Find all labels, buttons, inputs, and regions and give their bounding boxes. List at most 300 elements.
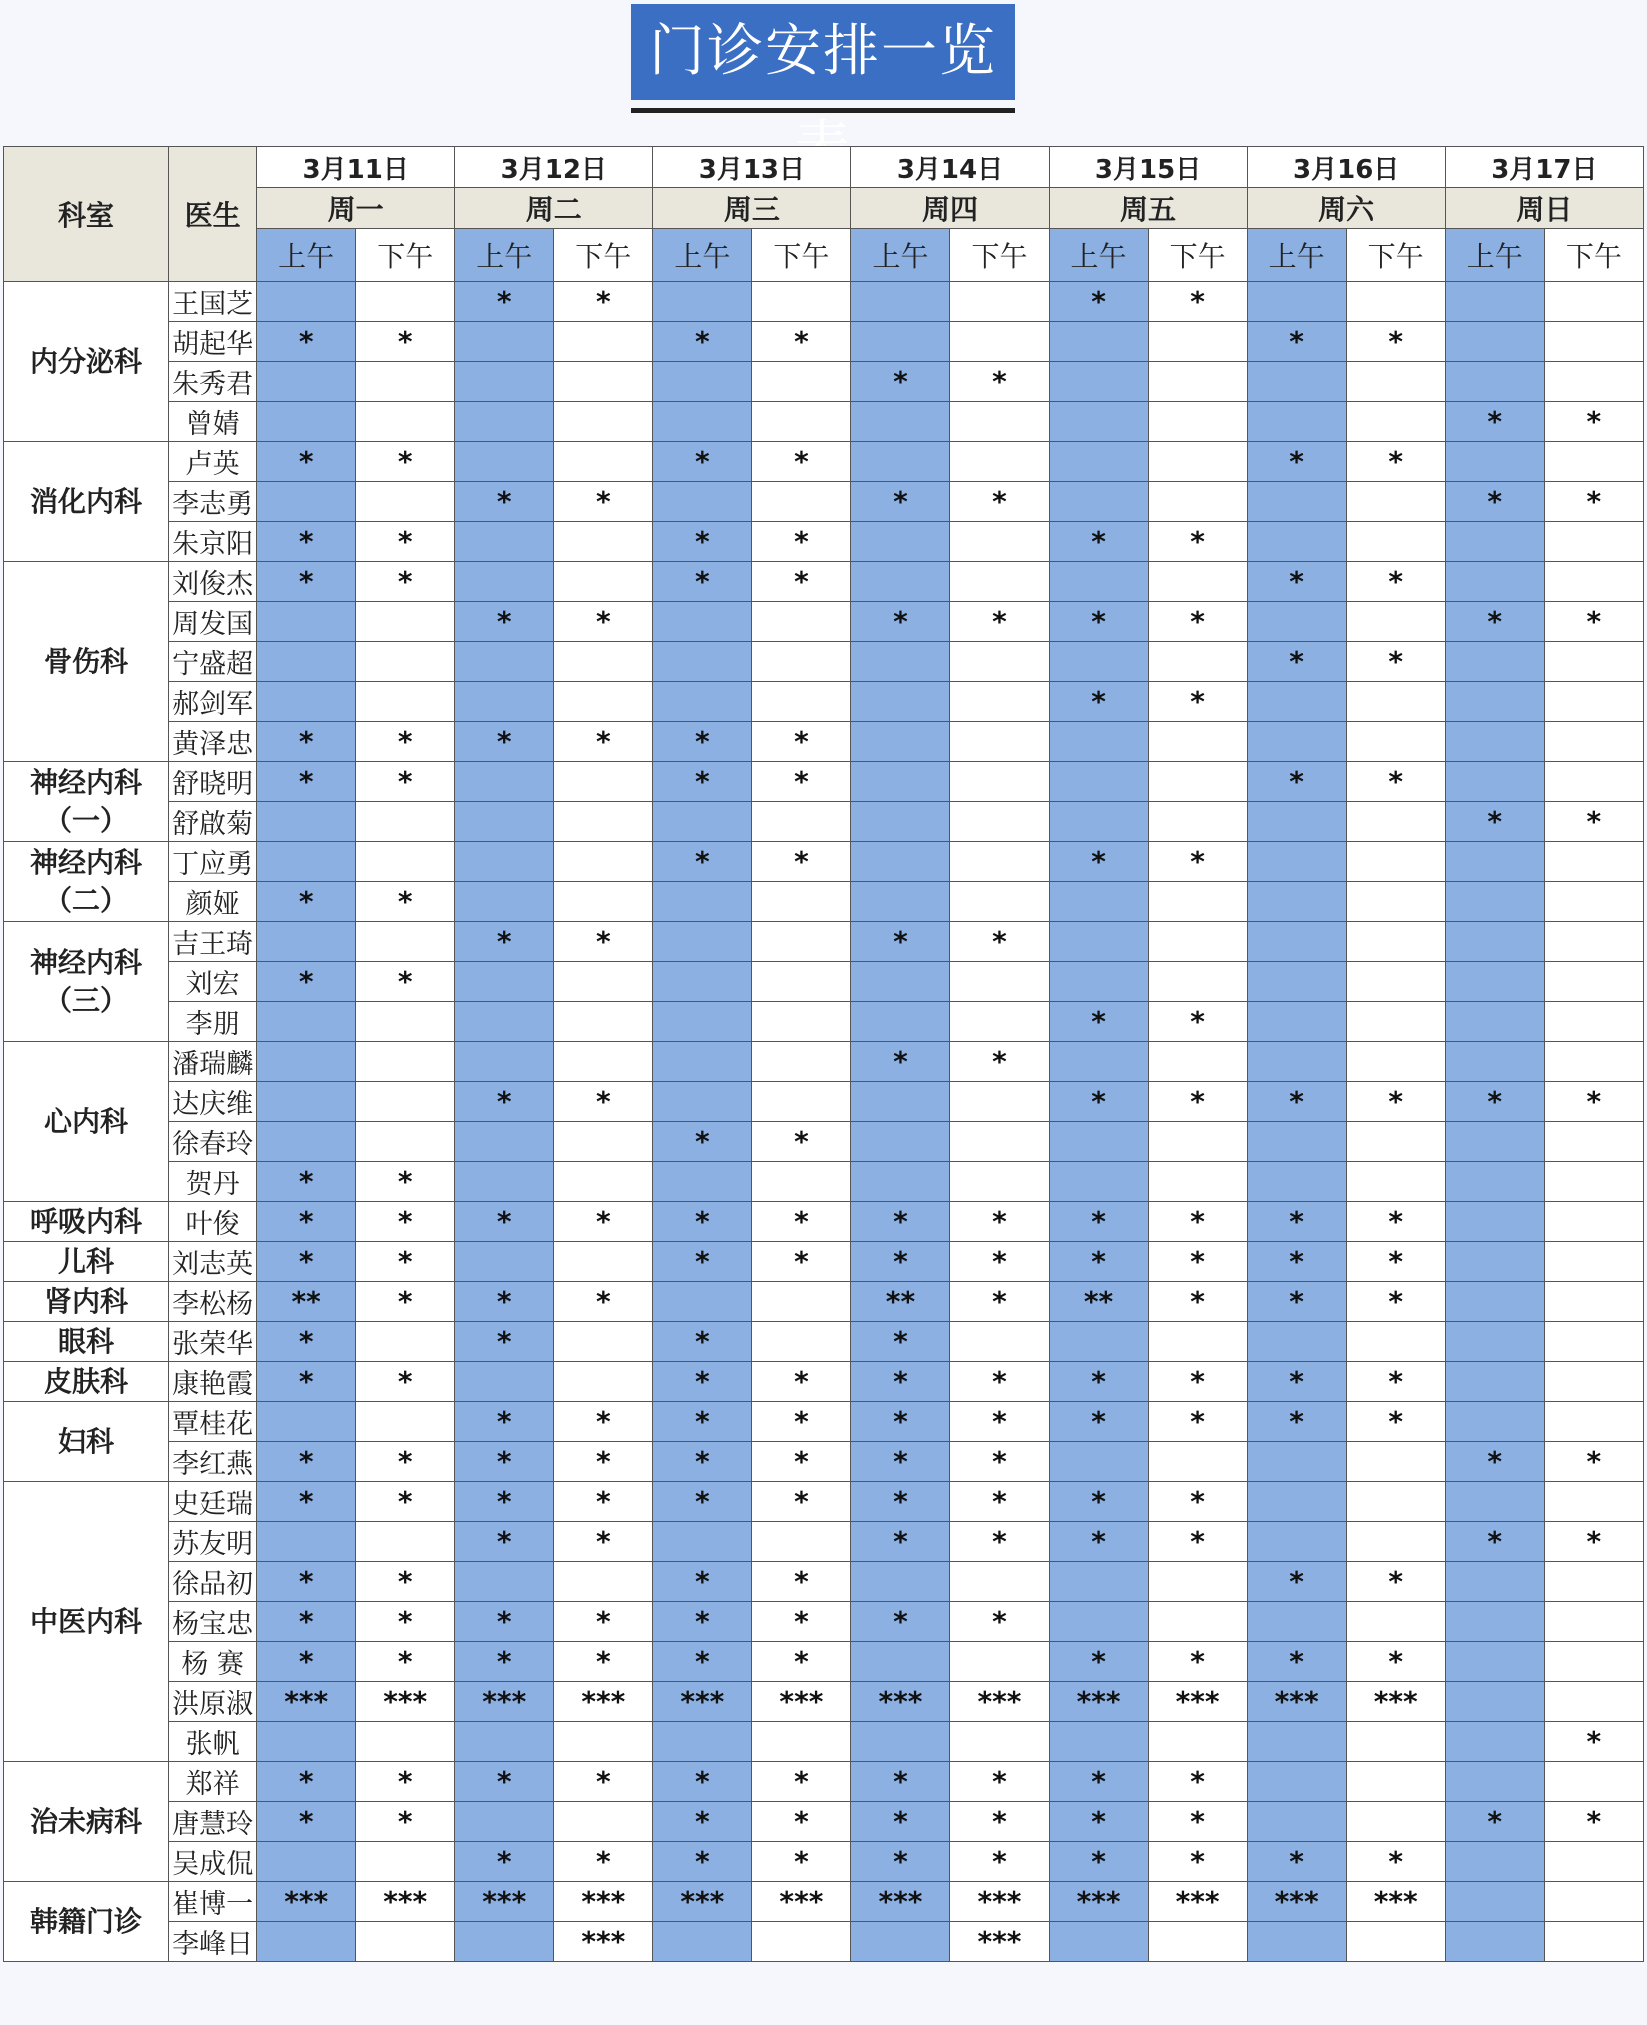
schedule-cell: * xyxy=(1346,1842,1445,1882)
schedule-cell xyxy=(356,362,455,402)
schedule-cell xyxy=(257,482,356,522)
schedule-cell: * xyxy=(1148,1002,1247,1042)
doctor-name: 宁盛超 xyxy=(169,642,257,682)
schedule-cell xyxy=(752,1082,851,1122)
doctor-name: 王国芝 xyxy=(169,282,257,322)
schedule-cell: * xyxy=(1445,1442,1544,1482)
schedule-cell xyxy=(653,802,752,842)
schedule-cell xyxy=(257,642,356,682)
schedule-cell: *** xyxy=(1247,1682,1346,1722)
schedule-cell xyxy=(950,1642,1049,1682)
schedule-cell: *** xyxy=(356,1682,455,1722)
schedule-cell xyxy=(1544,1242,1643,1282)
weekday-header: 周二 xyxy=(455,188,653,229)
schedule-cell: * xyxy=(554,1442,653,1482)
schedule-cell xyxy=(1049,1922,1148,1962)
schedule-cell: * xyxy=(356,1602,455,1642)
schedule-cell: * xyxy=(554,1402,653,1442)
table-row xyxy=(4,1002,1644,1042)
table-row xyxy=(4,1882,1644,1922)
schedule-cell xyxy=(1148,1562,1247,1602)
schedule-cell xyxy=(1346,282,1445,322)
schedule-cell: * xyxy=(257,1762,356,1802)
doctor-name: 李朋 xyxy=(169,1002,257,1042)
schedule-cell: * xyxy=(356,1282,455,1322)
schedule-cell xyxy=(1544,1842,1643,1882)
schedule-cell: * xyxy=(1544,402,1643,442)
schedule-cell: * xyxy=(257,322,356,362)
schedule-cell xyxy=(950,1082,1049,1122)
schedule-cell xyxy=(1346,722,1445,762)
schedule-cell xyxy=(455,1562,554,1602)
schedule-cell: * xyxy=(653,522,752,562)
schedule-cell xyxy=(1544,882,1643,922)
schedule-cell xyxy=(554,882,653,922)
schedule-cell: ** xyxy=(1049,1282,1148,1322)
table-row xyxy=(4,282,1644,322)
schedule-cell: * xyxy=(455,1602,554,1642)
schedule-cell xyxy=(752,962,851,1002)
schedule-cell xyxy=(950,642,1049,682)
doctor-name: 史廷瑞 xyxy=(169,1482,257,1522)
table-row xyxy=(4,1642,1644,1682)
doctor-name: 吉王琦 xyxy=(169,922,257,962)
schedule-cell: * xyxy=(455,1442,554,1482)
schedule-cell: * xyxy=(257,562,356,602)
weekday-header: 周日 xyxy=(1445,188,1643,229)
schedule-cell: * xyxy=(257,1442,356,1482)
table-row xyxy=(4,1402,1644,1442)
schedule-cell xyxy=(356,1842,455,1882)
doctor-name: 李松杨 xyxy=(169,1282,257,1322)
schedule-cell: *** xyxy=(752,1682,851,1722)
am-header: 上午 xyxy=(1049,229,1148,282)
schedule-cell xyxy=(851,882,950,922)
schedule-cell xyxy=(554,962,653,1002)
schedule-cell xyxy=(1148,1122,1247,1162)
schedule-cell xyxy=(1445,962,1544,1002)
schedule-cell xyxy=(356,282,455,322)
schedule-cell xyxy=(851,562,950,602)
schedule-cell xyxy=(1049,922,1148,962)
table-row xyxy=(4,1682,1644,1722)
schedule-cell xyxy=(554,682,653,722)
doctor-name: 苏友明 xyxy=(169,1522,257,1562)
schedule-cell xyxy=(1049,802,1148,842)
schedule-cell xyxy=(1544,1122,1643,1162)
table-row xyxy=(4,1042,1644,1082)
schedule-cell: *** xyxy=(653,1682,752,1722)
schedule-cell: * xyxy=(455,1202,554,1242)
schedule-cell: * xyxy=(356,1242,455,1282)
table-row xyxy=(4,882,1644,922)
schedule-cell: * xyxy=(851,1322,950,1362)
schedule-cell: * xyxy=(1247,1082,1346,1122)
schedule-cell: * xyxy=(356,562,455,602)
schedule-cell xyxy=(356,1922,455,1962)
schedule-cell: * xyxy=(1346,642,1445,682)
doctor-name: 潘瑞麟 xyxy=(169,1042,257,1082)
schedule-cell xyxy=(752,1042,851,1082)
schedule-cell xyxy=(1148,322,1247,362)
schedule-cell: * xyxy=(257,442,356,482)
schedule-cell xyxy=(1346,362,1445,402)
schedule-cell xyxy=(455,562,554,602)
schedule-cell xyxy=(1247,1002,1346,1042)
schedule-cell xyxy=(554,1322,653,1362)
table-row xyxy=(4,362,1644,402)
schedule-cell: * xyxy=(1247,1842,1346,1882)
table-row xyxy=(4,1202,1644,1242)
schedule-cell xyxy=(653,682,752,722)
pm-header: 下午 xyxy=(1544,229,1643,282)
schedule-cell: * xyxy=(851,1402,950,1442)
schedule-cell xyxy=(950,762,1049,802)
schedule-cell xyxy=(1346,482,1445,522)
doctor-name: 杨宝忠 xyxy=(169,1602,257,1642)
schedule-cell xyxy=(1049,1122,1148,1162)
schedule-cell xyxy=(1445,1842,1544,1882)
schedule-cell: * xyxy=(1247,1282,1346,1322)
schedule-cell xyxy=(1148,962,1247,1002)
schedule-cell: * xyxy=(356,1802,455,1842)
date-header: 3月12日 xyxy=(455,147,653,188)
schedule-cell: * xyxy=(1148,1842,1247,1882)
schedule-cell: * xyxy=(554,482,653,522)
schedule-cell xyxy=(851,442,950,482)
schedule-cell: * xyxy=(851,922,950,962)
schedule-cell: *** xyxy=(653,1882,752,1922)
schedule-cell xyxy=(1544,1482,1643,1522)
doctor-name: 刘俊杰 xyxy=(169,562,257,602)
schedule-cell: * xyxy=(1544,602,1643,642)
schedule-cell: * xyxy=(950,362,1049,402)
table-row xyxy=(4,1562,1644,1602)
schedule-cell xyxy=(1247,482,1346,522)
schedule-cell xyxy=(1544,1402,1643,1442)
schedule-cell: * xyxy=(1148,1362,1247,1402)
schedule-cell xyxy=(356,1122,455,1162)
schedule-cell xyxy=(554,802,653,842)
schedule-cell xyxy=(554,1722,653,1762)
schedule-cell xyxy=(1247,842,1346,882)
doctor-name: 李志勇 xyxy=(169,482,257,522)
table-row xyxy=(4,1842,1644,1882)
schedule-cell xyxy=(1445,442,1544,482)
schedule-cell: * xyxy=(752,1362,851,1402)
schedule-cell xyxy=(1148,1162,1247,1202)
schedule-cell xyxy=(1445,1682,1544,1722)
schedule-cell: * xyxy=(554,1602,653,1642)
schedule-cell xyxy=(257,802,356,842)
schedule-cell: * xyxy=(1247,1642,1346,1682)
table-row xyxy=(4,482,1644,522)
schedule-cell: * xyxy=(1049,282,1148,322)
schedule-cell xyxy=(356,1522,455,1562)
schedule-cell xyxy=(1346,1482,1445,1522)
table-row xyxy=(4,442,1644,482)
schedule-cell xyxy=(1049,1322,1148,1362)
schedule-cell: * xyxy=(752,842,851,882)
schedule-cell xyxy=(1049,642,1148,682)
schedule-cell: * xyxy=(455,1482,554,1522)
schedule-cell xyxy=(1445,1882,1544,1922)
schedule-cell xyxy=(1544,1642,1643,1682)
schedule-cell: * xyxy=(950,1762,1049,1802)
table-row xyxy=(4,1242,1644,1282)
schedule-cell xyxy=(1445,1282,1544,1322)
schedule-cell xyxy=(257,922,356,962)
schedule-cell xyxy=(1445,1762,1544,1802)
schedule-cell: * xyxy=(1148,1762,1247,1802)
schedule-cell xyxy=(1247,802,1346,842)
schedule-cell: * xyxy=(851,1602,950,1642)
schedule-cell xyxy=(1247,1602,1346,1642)
schedule-cell xyxy=(851,1002,950,1042)
schedule-cell: * xyxy=(653,442,752,482)
schedule-cell xyxy=(1346,1722,1445,1762)
doctor-name: 张帆 xyxy=(169,1722,257,1762)
schedule-cell xyxy=(455,522,554,562)
schedule-cell: * xyxy=(752,1562,851,1602)
schedule-cell: * xyxy=(455,1762,554,1802)
schedule-cell: * xyxy=(1049,1522,1148,1562)
schedule-cell: * xyxy=(1049,1642,1148,1682)
schedule-cell xyxy=(554,1242,653,1282)
schedule-cell xyxy=(1049,1722,1148,1762)
schedule-cell xyxy=(1049,722,1148,762)
schedule-cell xyxy=(1148,1042,1247,1082)
schedule-cell: * xyxy=(752,762,851,802)
schedule-cell xyxy=(1346,1602,1445,1642)
doctor-name: 曾婧 xyxy=(169,402,257,442)
schedule-cell: * xyxy=(257,962,356,1002)
schedule-cell: * xyxy=(752,1202,851,1242)
schedule-cell xyxy=(1544,682,1643,722)
department-cell: 中医内科 xyxy=(4,1482,169,1762)
schedule-cell xyxy=(455,362,554,402)
schedule-cell: * xyxy=(554,282,653,322)
schedule-cell xyxy=(455,1002,554,1042)
schedule-cell xyxy=(851,322,950,362)
schedule-cell xyxy=(752,682,851,722)
schedule-cell: * xyxy=(356,522,455,562)
schedule-cell xyxy=(1148,402,1247,442)
schedule-cell: * xyxy=(1049,1402,1148,1442)
schedule-cell xyxy=(554,1162,653,1202)
doctor-name: 胡起华 xyxy=(169,322,257,362)
schedule-cell xyxy=(1445,762,1544,802)
schedule-cell: * xyxy=(653,722,752,762)
schedule-cell xyxy=(1148,442,1247,482)
schedule-cell xyxy=(1544,1002,1643,1042)
schedule-cell xyxy=(1445,842,1544,882)
schedule-cell: * xyxy=(950,1442,1049,1482)
schedule-cell: * xyxy=(455,1522,554,1562)
schedule-cell xyxy=(1346,1802,1445,1842)
schedule-cell xyxy=(1346,682,1445,722)
doctor-name: 李红燕 xyxy=(169,1442,257,1482)
am-header: 上午 xyxy=(1445,229,1544,282)
schedule-cell xyxy=(1049,402,1148,442)
pm-header: 下午 xyxy=(356,229,455,282)
schedule-cell xyxy=(455,1922,554,1962)
schedule-cell: *** xyxy=(455,1882,554,1922)
schedule-cell xyxy=(1544,922,1643,962)
schedule-cell: * xyxy=(1148,1522,1247,1562)
department-cell: 骨伤科 xyxy=(4,562,169,762)
schedule-cell xyxy=(257,1402,356,1442)
weekday-header: 周四 xyxy=(851,188,1049,229)
schedule-cell: * xyxy=(1544,1522,1643,1562)
schedule-cell xyxy=(653,1162,752,1202)
schedule-cell xyxy=(1544,1162,1643,1202)
schedule-cell: * xyxy=(752,562,851,602)
doctor-name: 朱京阳 xyxy=(169,522,257,562)
schedule-cell: * xyxy=(950,1202,1049,1242)
schedule-cell xyxy=(950,1322,1049,1362)
schedule-cell: * xyxy=(1049,1242,1148,1282)
schedule-cell: * xyxy=(1148,602,1247,642)
schedule-cell: * xyxy=(653,1402,752,1442)
schedule-cell xyxy=(1346,1522,1445,1562)
schedule-cell xyxy=(554,762,653,802)
schedule-cell xyxy=(653,402,752,442)
schedule-cell: * xyxy=(851,1202,950,1242)
schedule-cell xyxy=(1544,1882,1643,1922)
table-row xyxy=(4,1282,1644,1322)
schedule-cell xyxy=(554,522,653,562)
schedule-cell xyxy=(1049,362,1148,402)
schedule-cell xyxy=(554,1362,653,1402)
doctor-name: 杨 赛 xyxy=(169,1642,257,1682)
doctor-name: 丁应勇 xyxy=(169,842,257,882)
schedule-cell xyxy=(257,362,356,402)
doctor-name: 徐品初 xyxy=(169,1562,257,1602)
schedule-cell xyxy=(752,1722,851,1762)
am-header: 上午 xyxy=(851,229,950,282)
schedule-cell: * xyxy=(851,1522,950,1562)
schedule-cell: * xyxy=(554,1642,653,1682)
schedule-cell xyxy=(1148,1442,1247,1482)
schedule-cell: * xyxy=(1247,1242,1346,1282)
schedule-cell xyxy=(1049,1602,1148,1642)
schedule-cell: * xyxy=(257,1202,356,1242)
table-row xyxy=(4,1802,1644,1842)
schedule-cell xyxy=(1148,1322,1247,1362)
schedule-cell: * xyxy=(1445,1522,1544,1562)
schedule-cell: * xyxy=(653,1602,752,1642)
schedule-cell: * xyxy=(1049,1842,1148,1882)
schedule-cell: * xyxy=(1247,762,1346,802)
schedule-cell: * xyxy=(1346,562,1445,602)
schedule-body xyxy=(4,282,1644,1962)
schedule-cell xyxy=(1049,882,1148,922)
table-row xyxy=(4,922,1644,962)
schedule-cell: * xyxy=(554,602,653,642)
schedule-cell xyxy=(554,362,653,402)
schedule-cell: * xyxy=(1346,442,1445,482)
schedule-cell xyxy=(1346,522,1445,562)
schedule-cell xyxy=(356,402,455,442)
schedule-cell: * xyxy=(950,1482,1049,1522)
schedule-cell xyxy=(752,362,851,402)
schedule-cell xyxy=(950,1122,1049,1162)
schedule-cell xyxy=(1544,762,1643,802)
schedule-cell xyxy=(950,442,1049,482)
schedule-cell xyxy=(1247,722,1346,762)
schedule-cell: * xyxy=(257,1602,356,1642)
schedule-cell xyxy=(1247,1522,1346,1562)
schedule-cell: *** xyxy=(950,1882,1049,1922)
schedule-cell xyxy=(1544,722,1643,762)
schedule-cell: * xyxy=(851,1242,950,1282)
schedule-cell xyxy=(1148,882,1247,922)
schedule-cell xyxy=(455,642,554,682)
doctor-name: 覃桂花 xyxy=(169,1402,257,1442)
schedule-cell: * xyxy=(1346,322,1445,362)
schedule-cell: * xyxy=(554,1282,653,1322)
schedule-cell: * xyxy=(752,1802,851,1842)
schedule-cell xyxy=(455,1722,554,1762)
schedule-cell xyxy=(455,842,554,882)
title-area xyxy=(0,0,1647,120)
schedule-cell xyxy=(1148,482,1247,522)
schedule-cell xyxy=(950,562,1049,602)
doctor-name: 洪原淑 xyxy=(169,1682,257,1722)
schedule-cell: * xyxy=(752,1642,851,1682)
schedule-cell xyxy=(950,962,1049,1002)
schedule-cell: * xyxy=(752,442,851,482)
schedule-cell: *** xyxy=(356,1882,455,1922)
schedule-cell xyxy=(1346,962,1445,1002)
schedule-cell xyxy=(1445,1202,1544,1242)
schedule-cell xyxy=(1544,1602,1643,1642)
weekday-header: 周三 xyxy=(653,188,851,229)
schedule-cell: ** xyxy=(851,1282,950,1322)
schedule-cell xyxy=(257,602,356,642)
schedule-cell: * xyxy=(1544,482,1643,522)
schedule-cell: * xyxy=(653,1322,752,1362)
table-row xyxy=(4,1442,1644,1482)
schedule-cell: *** xyxy=(1346,1882,1445,1922)
department-cell: 肾内科 xyxy=(4,1282,169,1322)
schedule-cell: * xyxy=(257,1362,356,1402)
doctor-name: 崔博一 xyxy=(169,1882,257,1922)
schedule-cell: * xyxy=(653,1122,752,1162)
schedule-cell xyxy=(1247,1762,1346,1802)
schedule-cell: * xyxy=(455,722,554,762)
schedule-cell: * xyxy=(455,1082,554,1122)
table-row xyxy=(4,1482,1644,1522)
schedule-cell: * xyxy=(1247,642,1346,682)
schedule-cell: * xyxy=(653,1562,752,1602)
schedule-cell xyxy=(1049,442,1148,482)
schedule-cell: *** xyxy=(1148,1682,1247,1722)
schedule-cell: * xyxy=(257,1642,356,1682)
schedule-cell xyxy=(1346,1762,1445,1802)
schedule-cell: * xyxy=(356,1562,455,1602)
schedule-cell xyxy=(257,1842,356,1882)
schedule-cell xyxy=(1346,882,1445,922)
schedule-cell: * xyxy=(950,1042,1049,1082)
schedule-cell xyxy=(554,1802,653,1842)
table-row xyxy=(4,1922,1644,1962)
department-cell: 韩籍门诊 xyxy=(4,1882,169,1962)
schedule-cell xyxy=(1544,1202,1643,1242)
table-row xyxy=(4,1362,1644,1402)
schedule-cell xyxy=(1346,602,1445,642)
